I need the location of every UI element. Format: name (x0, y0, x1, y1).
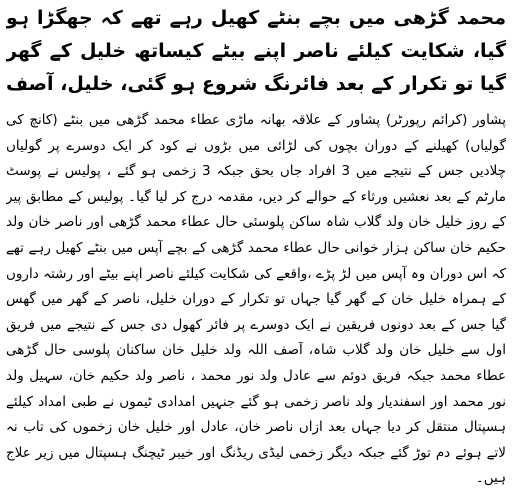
article-headline: محمد گڑھی میں بچے بنٹے کھیل رہے تھے کہ جھگڑا ہو گیا، شکایت کیلئے ناصر اپنے بیٹے کیساتھ خلیل کے گھر گیا تو تکرار کے بعد فائرنگ شروع ہو گئی، خلیل، آصف (6, 7, 506, 95)
article-body: پشاور (کرائم رپورٹر) پشاور کے علاقہ بھانہ ماڑی عطاء محمد گڑھی میں بنٹے (کانچ کی گولیاں) کھیلنے کے دوران بچوں کی لڑائی میں بڑوں نے کود کر ایک دوسرے پر گولیاں چلادیں جس کے نتیجے میں 3 افراد جاں بحق جبکہ 3 زخمی ہو گئے ، پولیس نے پوسٹ مارٹم کے بعد نعشیں ورثاء کے حوالے کر دیں، مقدمہ درج کر لیا گیا۔ پولیس کے مطابق پیر کے روز خلیل خان ولد گلاب شاہ ساکن پلوسئی حال عطاء محمد گڑھی اور ناصر خان ولد حکیم خان ساکن ہزار خوانی حال عطاء محمد گڑھی کے بچے آپس میں بنٹے کھیل رہے تھے کہ اس دوران وہ آپس میں لڑ پڑے ،واقعے کی شکایت کیلئے ناصر اپنے بیٹے اور رشتہ داروں کے ہمراہ خلیل خان کے گھر گیا جہاں تو تکرار کے دوران خلیل، ناصر کے گھر میں گھس گیا جس کے بعد دونوں فریقین نے ایک دوسرے پر فائر کھول دی جس کے نتیجے میں فریق اول سے خلیل خان ولد گلاب شاہ، آصف اللہ ولد خلیل خان ساکنان پلوسی حال گڑھی عطاء محمد جبکہ فریق دوئم سے عادل ولد نور محمد ، ناصر ولد حکیم خان، سہیل ولد نور محمد اور اسفندیار ولد ناصر زخمی ہو گئے جنہیں امدادی ٹیموں نے طبی امداد کیلئے ہسپتال منتقل کر دیا جہاں بعد ازاں ناصر خان، عادل اور خلیل خان زخموں کی تاب نہ لاتے ہوئے دم توڑ گئے جبکہ دیگر زخمی لیڈی ریڈنگ اور خیبر ٹیچنگ ہسپتال میں زیر علاج ہیں۔ (6, 112, 506, 487)
